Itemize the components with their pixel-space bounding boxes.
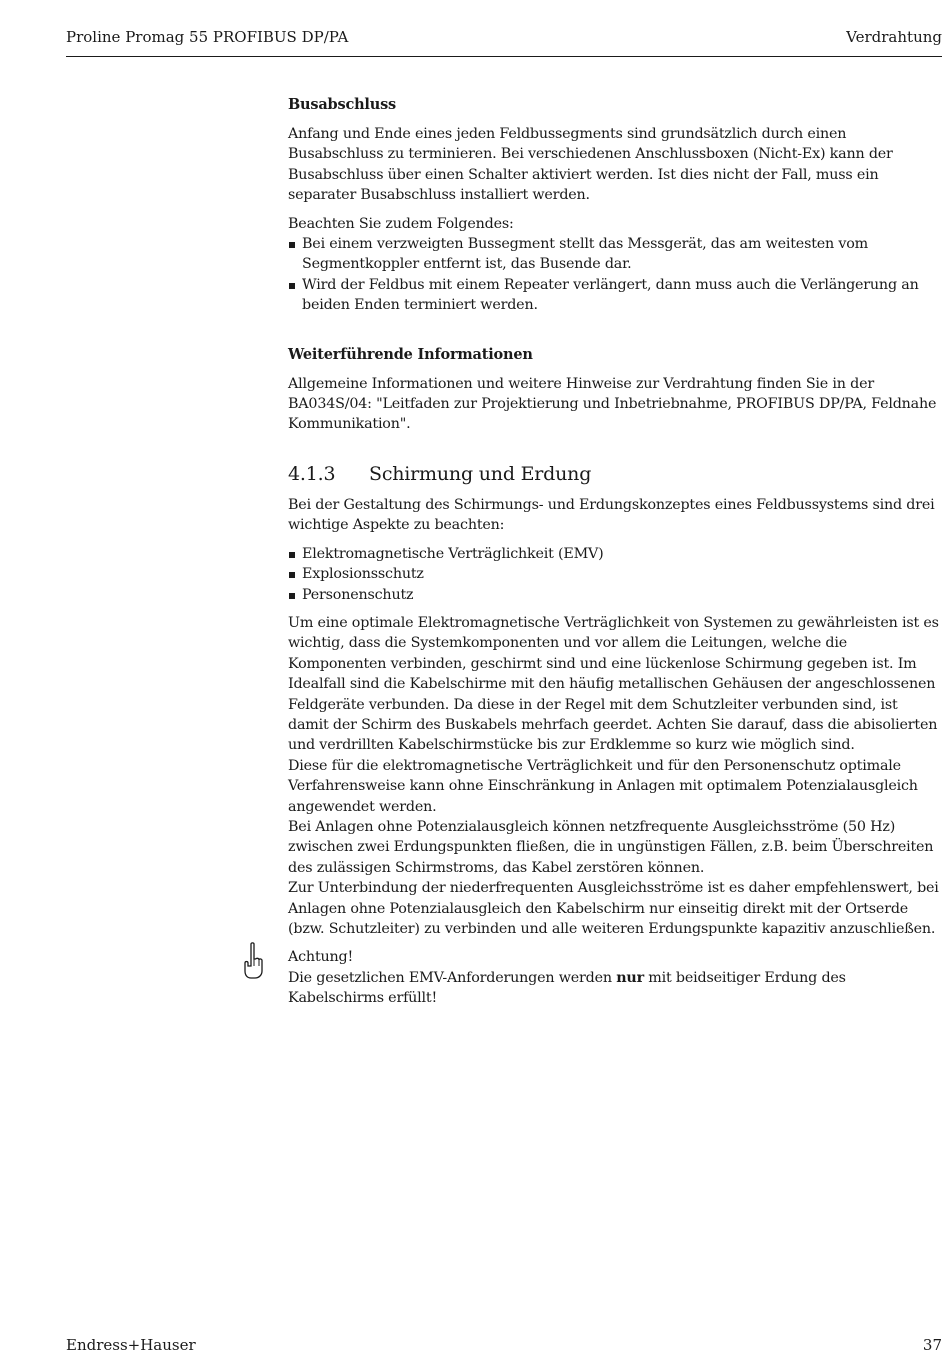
- list-item: Elektromagnetische Verträglichkeit (EMV): [288, 544, 942, 564]
- warning-note: [288, 947, 942, 1008]
- page-header: [66, 28, 942, 57]
- list-item: Wird der Feldbus mit einem Repeater verlängert, dann muss auch die Verlängerung an beiden Enden terminiert werden.: [288, 275, 942, 316]
- warning-text-end: mit beidseitiger Erdung des Kabelschirms erfüllt!: [288, 969, 846, 1007]
- aspects-list: [288, 544, 942, 605]
- body-paragraph: Um eine optimale Elektromagnetische Verträglichkeit von Systemen zu gewährleisten ist es wichtig, dass die Systemkomponenten und vor allem die Leitungen, welche die Komponenten verbinden, geschirmt sind und eine lückenlose Schirmung gegeben ist. Im Idealfall sind die Kabelschirme mit den häufig metallischen Gehäusen der angeschlossenen Feldgeräte verbunden. Da diese in der Regel mit dem Schutzleiter verbunden sind, ist damit der Schirm des Buskabels mehrfach geerdet. Achten Sie darauf, dass die abisolierten und verdrillten Kabelschirmstücke bis zur Erdklemme so kurz wie möglich sind.: [288, 614, 939, 754]
- pointing-hand-icon: [240, 941, 266, 981]
- list-item: Explosionsschutz: [288, 564, 942, 584]
- section-heading: [288, 461, 942, 487]
- header-chapter-title: Verdrahtung: [846, 28, 942, 46]
- busabschluss-intro: Anfang und Ende eines jeden Feldbussegments sind grundsätzlich durch einen Busabschluss zu terminieren. Bei verschiedenen Anschlussboxen (Nicht-Ex) kann der Busabschluss über einen Schalter aktiviert werden. Ist dies nicht der Fall, muss ein separater Busabschluss installiert werden.: [288, 126, 893, 204]
- weiter-text: Allgemeine Informationen und weitere Hinweise zur Verdrahtung finden Sie in der BA034S/04: "Leitfaden zur Projektierung und Inbetriebnahme, PROFIBUS DP/PA, Feldnahe Kommunikation".: [288, 375, 937, 433]
- warning-text-start: Die gesetzlichen EMV-Anforderungen werden: [288, 969, 617, 986]
- body-paragraph: Diese für die elektromagnetische Verträglichkeit und für den Personenschutz optimale Verfahrensweise kann ohne Einschränkung in Anlagen mit optimalem Potenzialausgleich angewendet werden.: [288, 757, 918, 815]
- busabschluss-heading: Busabschluss: [288, 96, 397, 113]
- body-paragraph: Zur Unterbindung der niederfrequenten Ausgleichsströme ist es daher empfehlenswert, bei Anlagen ohne Potenzialausgleich den Kabelschirm nur einseitig direkt mit der Ortserde (bzw. Schutzleiter) zu verbinden und alle weiteren Erdungspunkte kapazitiv anzuschließen.: [288, 880, 939, 937]
- busabschluss-list: [288, 234, 942, 316]
- page-number: 37: [922, 1336, 942, 1354]
- header-document-title: Proline Promag 55 PROFIBUS DP/PA: [66, 28, 349, 46]
- warning-text: [288, 968, 942, 1009]
- warning-title: Achtung!: [288, 949, 353, 966]
- list-item: Personenschutz: [288, 585, 942, 605]
- body-paragraph: Bei Anlagen ohne Potenzialausgleich können netzfrequente Ausgleichsströme (50 Hz) zwischen zwei Erdungspunkten fließen, die in ungünstigen Fällen, z.B. beim Überschreiten des zulässigen Schirmstroms, das Kabel zerstören können.: [288, 818, 934, 876]
- busabschluss-note: Beachten Sie zudem Folgendes:: [288, 215, 514, 232]
- warning-text-emphasis: nur: [616, 969, 644, 986]
- weiter-heading: Weiterführende Informationen: [288, 345, 533, 363]
- page-content: [288, 94, 942, 1009]
- section-number: 4.1.3: [288, 462, 336, 485]
- section-intro: Bei der Gestaltung des Schirmungs- und Erdungskonzeptes eines Feldbussystems sind drei wichtige Aspekte zu beachten:: [288, 496, 935, 534]
- footer-company: Endress+Hauser: [66, 1336, 196, 1354]
- list-item: Bei einem verzweigten Bussegment stellt das Messgerät, das am weitesten vom Segmentkoppler entfernt ist, das Busende dar.: [288, 234, 942, 275]
- section-title: Schirmung und Erdung: [369, 462, 592, 485]
